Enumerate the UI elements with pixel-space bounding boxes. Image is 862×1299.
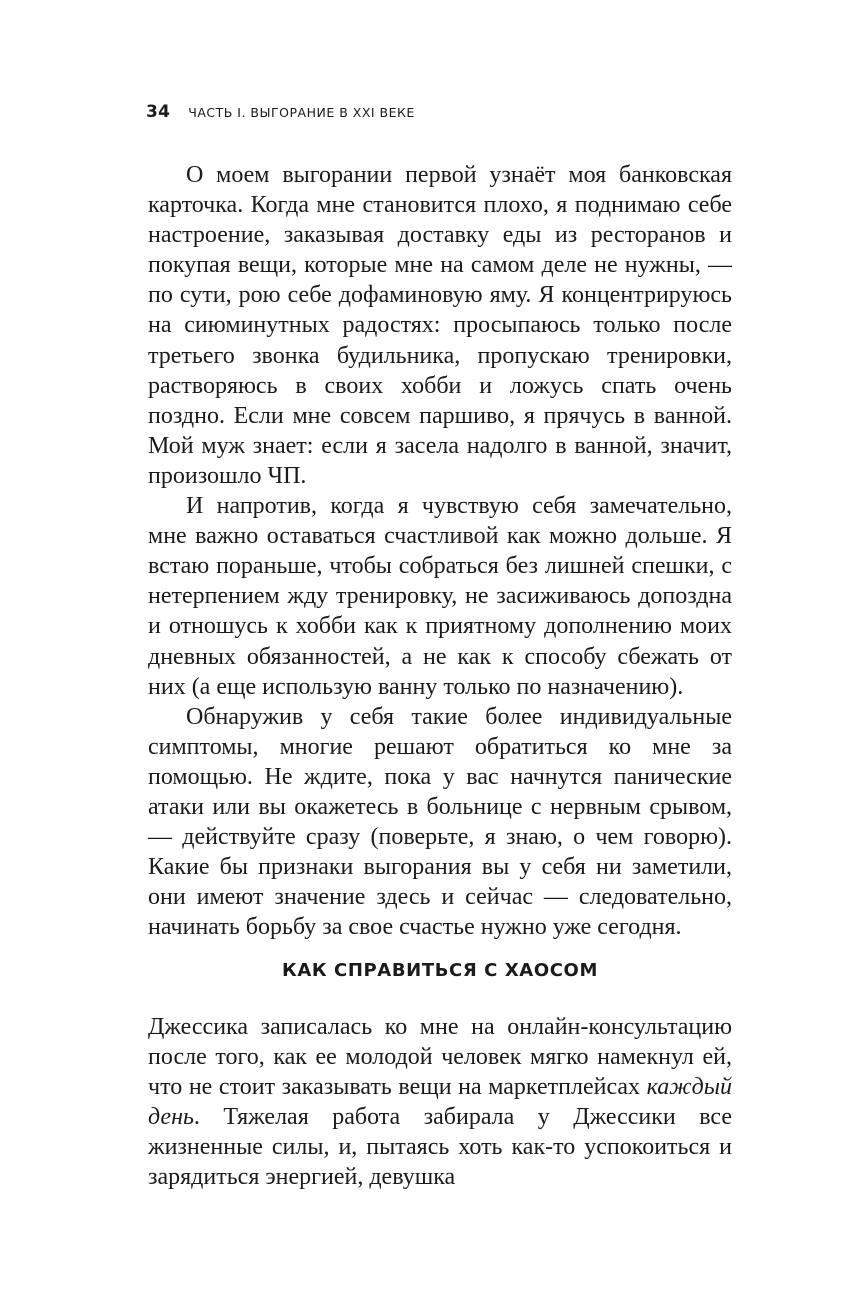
running-title: ЧАСТЬ I. ВЫГОРАНИЕ В XXI ВЕКЕ	[188, 105, 415, 120]
paragraph: О моем выгорании первой узнаёт моя банковская карточка. Когда мне становится плохо, я поднимаю себе настроение, заказывая доставку еды из ресторанов и покупая вещи, которые мне на самом деле не нужны, — по сути, рою себе дофаминовую яму. Я концентрируюсь на сиюминутных радостях: просыпаюсь только после третьего звонка будильника, пропускаю тренировки, растворяюсь в своих хобби и ложусь спать очень поздно. Если мне совсем паршиво, я прячусь в ванной. Мой муж знает: если я засела надолго в ванной, значит, произошло ЧП.	[148, 162, 732, 489]
running-header	[146, 102, 415, 126]
text-run: Джессика записалась ко мне на онлайн-консультацию после того, как ее молодой человек мягко намекнул ей, что не стоит заказывать вещи на маркетплейсах	[148, 1014, 732, 1101]
paragraph: И напротив, когда я чувствую себя замечательно, мне важно оставаться счастливой как можно дольше. Я встаю пораньше, чтобы собраться без лишней спешки, с нетерпением жду тренировку, не засиживаюсь допоздна и отношусь к хобби как к приятному дополнению моих дневных обязанностей, а не как к способу сбежать от них (а еще использую ванну только по назначению).	[148, 493, 732, 700]
section-body	[148, 1012, 732, 1193]
emphasis-text: каждый день	[148, 1074, 732, 1131]
text-run: . Тяжелая работа забирала у Джессики все жизненные силы, и, пытаясь хоть как-то успокоиться и зарядиться энергией, девушка	[148, 1104, 732, 1191]
page-number: 34	[146, 102, 171, 122]
body-text	[148, 160, 732, 942]
paragraph: Обнаружив у себя такие более индивидуальные симптомы, многие решают обратиться ко мне за помощью. Не ждите, пока у вас начнутся панические атаки или вы окажетесь в больнице с нервным срывом, — действуйте сразу (поверьте, я знаю, о чем говорю). Какие бы признаки выгорания вы у себя ни заметили, они имеют значение здесь и сейчас — следовательно, начинать борьбу за свое счастье нужно уже сегодня.	[148, 703, 732, 941]
paragraph	[148, 1012, 732, 1193]
section-heading: КАК СПРАВИТЬСЯ С ХАОСОМ	[282, 960, 598, 981]
